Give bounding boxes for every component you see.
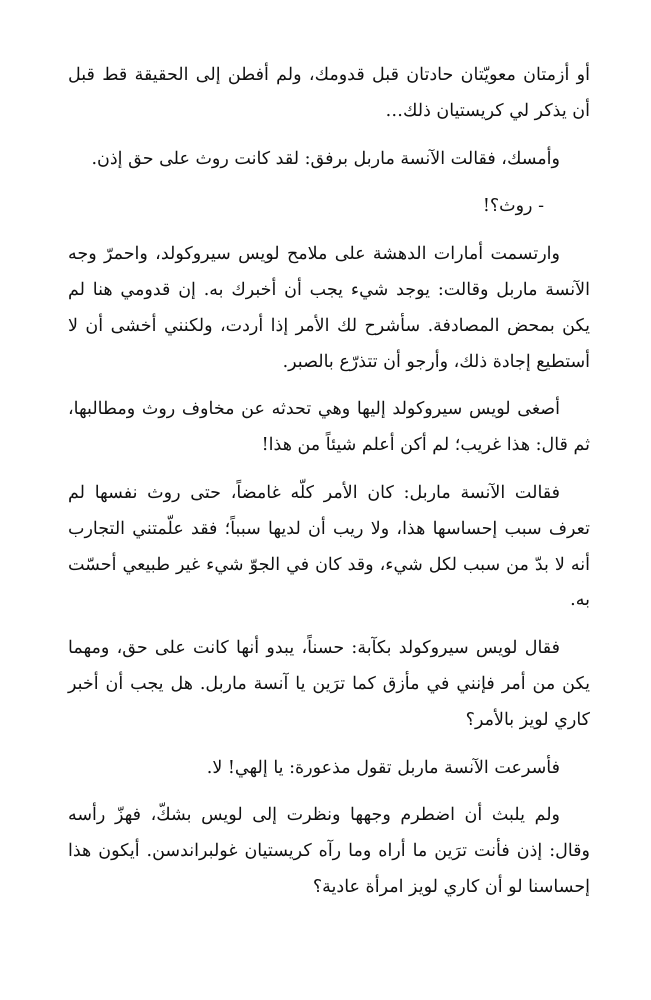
paragraph-2: وأمسك، فقالت الآنسة ماربل برفق: لقد كانت روث على حق إذن.: [91, 148, 560, 169]
paragraph-6: فقالت الآنسة ماربل: كان الأمر كلّه غامضاً، حتى روث نفسها لم تعرف سبب إحساسها هذا، ولا ريب أن لديها سبباً؛ فقد علّمتني التجارب أنه لا بدّ من سبب لكل شيء، وقد كان في الجوّ شيء غير طبيعي أحسّت به.: [68, 482, 590, 611]
book-page: [68, 58, 590, 906]
paragraph-7: فقال لويس سيروكولد بكآبة: حسناً، يبدو أنها كانت على حق، ومهما يكن من أمر فإنني في مأزق كما ترَين يا آنسة ماربل. هل يجب أن أخبر كاري لويز بالأمر؟: [68, 638, 590, 730]
paragraph-5: أصغى لويس سيروكولد إليها وهي تحدثه عن مخاوف روث ومطالبها، ثم قال: هذا غريب؛ لم أكن أعلم شيئاً من هذا!: [68, 399, 590, 456]
paragraph-4: وارتسمت أمارات الدهشة على ملامح لويس سيروكولد، واحمرّ وجه الآنسة ماربل وقالت: يوجد شيء يجب أن أخبرك به. إن قدومي هنا لم يكن بمحض المصادفة. سأشرح لك الأمر إذا أردت، ولكنني أخشى أن لا أستطيع إجادة ذلك، وأرجو أن تتذرّع بالصبر.: [68, 244, 590, 372]
paragraph-8: فأسرعت الآنسة ماربل تقول مذعورة: يا إلهي! لا.: [206, 757, 560, 778]
paragraph-3: - روث؟!: [482, 196, 544, 217]
paragraph-9: ولم يلبث أن اضطرم وجهها ونظرت إلى لويس بشكّ، فهزّ رأسه وقال: إذن فأنت ترَين ما أراه وما رآه كريستيان غولبراندسن. أيكون هذا إحساسنا لو أن كاري لويز امرأة عادية؟: [68, 805, 590, 897]
paragraph-1: أو أزمتان معويّتان حادتان قبل قدومك، ولم أفطن إلى الحقيقة قط قبل أن يذكر لي كريستيان ذلك…: [68, 65, 590, 121]
